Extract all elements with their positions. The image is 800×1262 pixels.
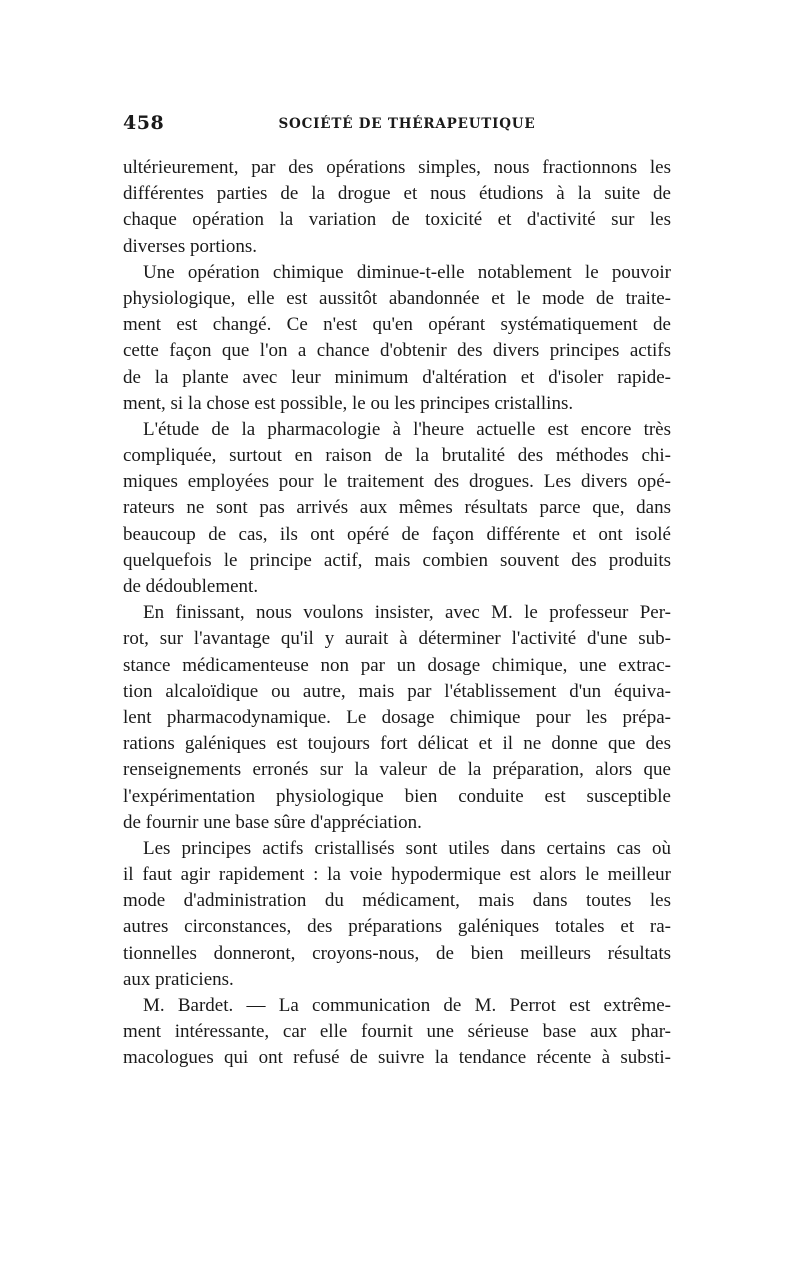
- text-line: lent pharmacodynamique. Le dosage chimique pour les prépa-: [123, 706, 671, 728]
- text-line: compliquée, surtout en raison de la brutalité des méthodes chi-: [123, 445, 671, 467]
- page-header: [123, 112, 671, 140]
- text-line: rateurs ne sont pas arrivés aux mêmes résultats parce que, dans: [123, 497, 671, 519]
- text-line: beaucoup de cas, ils ont opéré de façon différente et ont isolé: [123, 523, 671, 545]
- running-head: SOCIÉTÉ DE THÉRAPEUTIQUE: [278, 116, 536, 132]
- text-line: rot, sur l'avantage qu'il y aurait à déterminer l'activité d'une sub-: [123, 628, 671, 650]
- text-line: diverses portions.: [123, 235, 258, 257]
- text-line: cette façon que l'on a chance d'obtenir des divers principes actifs: [123, 340, 671, 362]
- text-line: de dédoublement.: [123, 576, 259, 597]
- text-line: ultérieurement, par des opérations simples, nous fractionnons les: [123, 157, 671, 178]
- text-line: miques employées pour le traitement des drogues. Les divers opé-: [123, 471, 671, 493]
- text-line: Les principes actifs cristallisés sont utiles dans certains cas où: [143, 837, 671, 859]
- text-line: M. Bardet. — La communication de M. Perrot est extrême-: [143, 995, 671, 1016]
- text-line: physiologique, elle est aussitôt abandonnée et le mode de traite-: [123, 287, 671, 309]
- text-line: chaque opération la variation de toxicité et d'activité sur les: [123, 209, 671, 231]
- text-line: aux praticiens.: [123, 968, 234, 990]
- page-number: 458: [123, 112, 165, 134]
- text-line: L'étude de la pharmacologie à l'heure actuelle est encore très: [143, 418, 671, 440]
- text-line: quelquefois le principe actif, mais combien souvent des produits: [123, 549, 671, 571]
- text-line: autres circonstances, des préparations galéniques totales et ra-: [123, 916, 671, 938]
- text-line: de la plante avec leur minimum d'altération et d'isoler rapide-: [123, 366, 671, 388]
- text-line: il faut agir rapidement : la voie hypodermique est alors le meilleur: [123, 864, 671, 886]
- text-line: rations galéniques est toujours fort délicat et il ne donne que des: [123, 733, 671, 755]
- text-line: différentes parties de la drogue et nous étudions à la suite de: [123, 183, 671, 205]
- text-line: mode d'administration du médicament, mais dans toutes les: [123, 890, 671, 912]
- text-line: l'expérimentation physiologique bien conduite est susceptible: [123, 785, 671, 807]
- text-line: de fournir une base sûre d'appréciation.: [123, 811, 422, 833]
- text-line: macologues qui ont refusé de suivre la tendance récente à substi-: [123, 1047, 671, 1069]
- text-line: tion alcaloïdique ou autre, mais par l'établissement d'un équiva-: [123, 680, 671, 702]
- text-line: tionnelles donneront, croyons-nous, de bien meilleurs résultats: [123, 942, 671, 964]
- body-text: [123, 155, 671, 1072]
- text-line: ment est changé. Ce n'est qu'en opérant systématiquement de: [123, 314, 671, 336]
- text-line: En finissant, nous voulons insister, avec M. le professeur Per-: [143, 602, 671, 624]
- text-line: ment, si la chose est possible, le ou les principes cristallins.: [123, 392, 574, 414]
- text-line: ment intéressante, car elle fournit une sérieuse base aux phar-: [123, 1021, 671, 1043]
- text-line: stance médicamenteuse non par un dosage chimique, une extrac-: [123, 654, 671, 676]
- text-line: renseignements erronés sur la valeur de la préparation, alors que: [123, 759, 671, 781]
- text-line: Une opération chimique diminue-t-elle notablement le pouvoir: [143, 261, 671, 283]
